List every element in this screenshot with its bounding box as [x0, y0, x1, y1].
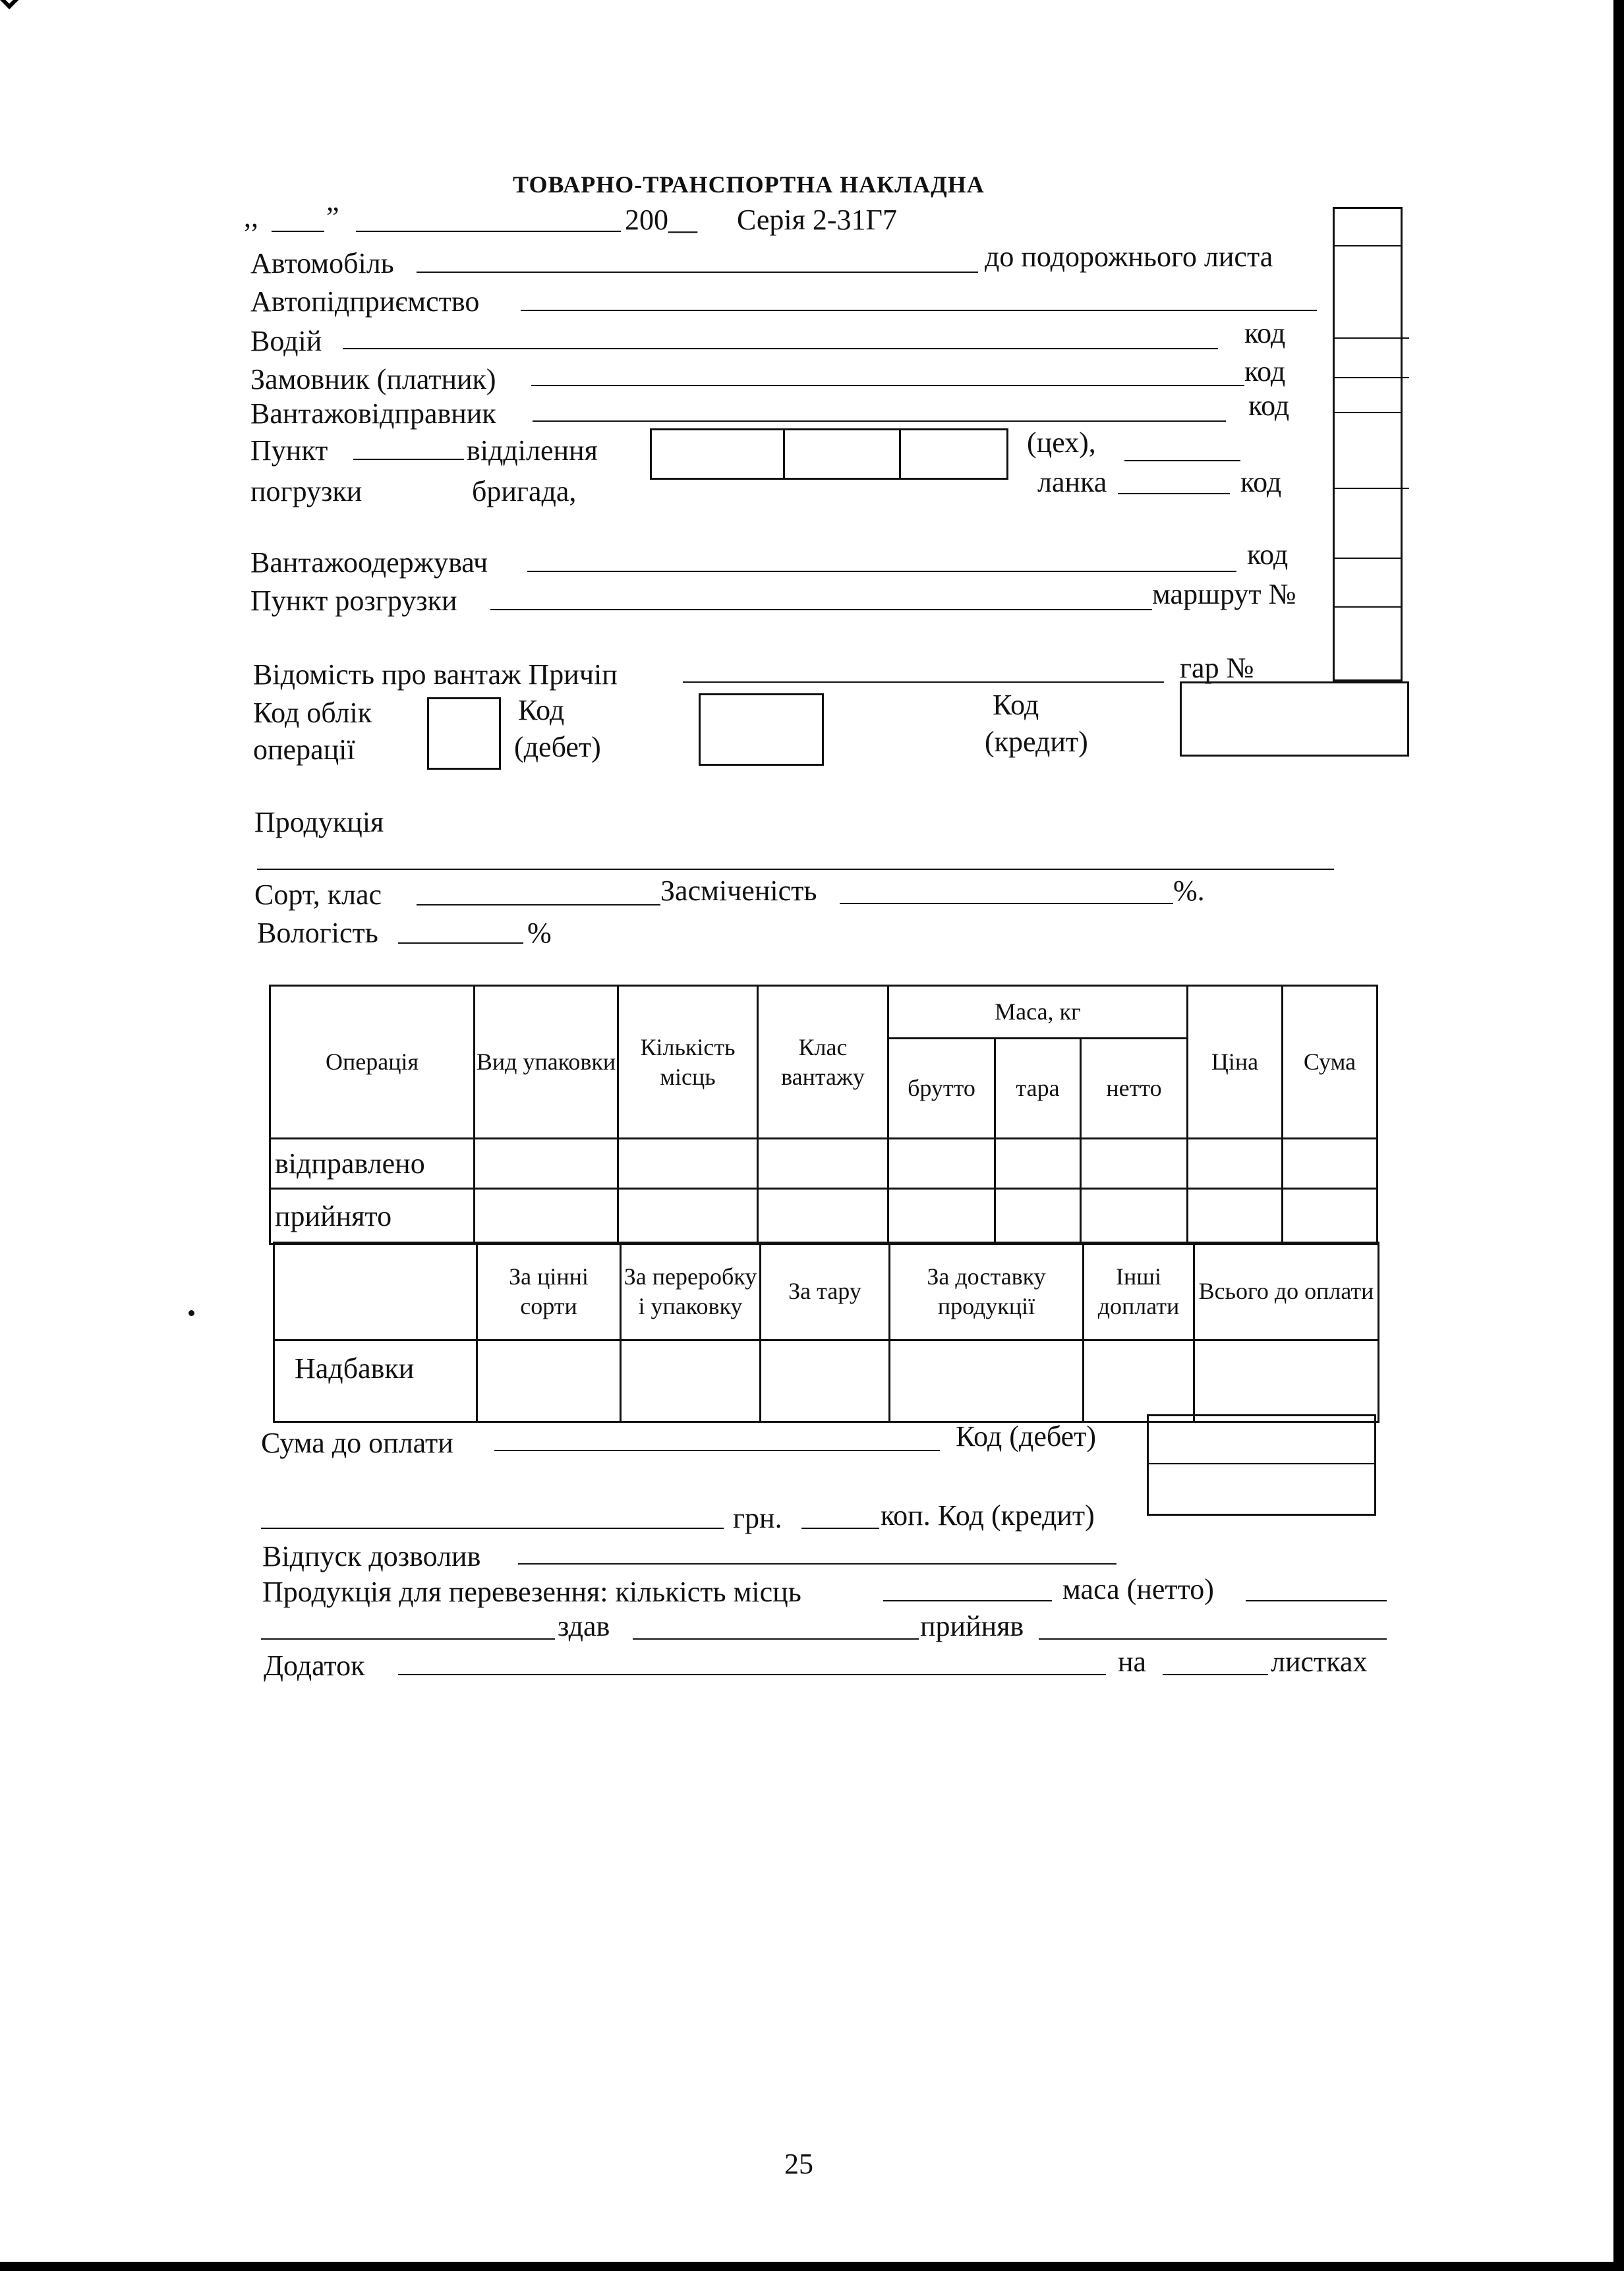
- header-places: Кількість місць: [618, 986, 758, 1139]
- table-cell[interactable]: [1188, 1139, 1283, 1189]
- table-cell[interactable]: [477, 1340, 621, 1422]
- header-sum: Сума: [1283, 986, 1378, 1139]
- surcharge-table: [273, 1242, 1379, 1423]
- date-month-line[interactable]: [356, 231, 621, 232]
- company-label: Автопідприємство: [250, 285, 480, 318]
- workshop-label: (цех),: [1027, 426, 1096, 459]
- table-cell[interactable]: [758, 1189, 888, 1244]
- footer-code-divider: [1147, 1463, 1376, 1464]
- table-cell[interactable]: [888, 1189, 995, 1244]
- header-mass: Маса, кг: [888, 986, 1188, 1039]
- header-net: нетто: [1081, 1039, 1188, 1139]
- debit-label-1: Код: [518, 694, 565, 726]
- table-cell[interactable]: [890, 1340, 1084, 1422]
- garage-label: гар №: [1180, 652, 1254, 684]
- contamination-line[interactable]: [840, 903, 1173, 904]
- driver-label: Водій: [250, 325, 322, 357]
- surcharge-header-tare: За тару: [761, 1243, 890, 1340]
- unload-point-label: Пункт розгрузки: [250, 585, 457, 617]
- code-divider-1: [1333, 245, 1403, 246]
- waybill-label: до подорожнього листа: [985, 241, 1273, 273]
- driver-line[interactable]: [343, 348, 1218, 349]
- op-code-label-2: операції: [253, 733, 355, 766]
- brigade-label: бригада,: [472, 475, 577, 507]
- loading-point-line[interactable]: [353, 459, 464, 460]
- transport-label: Продукція для перевезення: кількість місць: [262, 1576, 801, 1608]
- shipper-code-label: код: [1248, 389, 1290, 422]
- debit-label-2: (дебет): [514, 731, 601, 763]
- surcharge-row-label: Надбавки: [274, 1340, 477, 1422]
- product-line[interactable]: [257, 869, 1334, 870]
- table-cell[interactable]: [1194, 1340, 1379, 1422]
- table-cell[interactable]: [995, 1189, 1081, 1244]
- surcharge-header-valuable: За цінні сорти: [477, 1243, 621, 1340]
- row-received-label: прийнято: [270, 1189, 475, 1244]
- scan-corner-mark: [0, 0, 18, 9]
- consignee-line[interactable]: [527, 571, 1236, 572]
- sheets-label: листках: [1271, 1646, 1368, 1678]
- handed-line[interactable]: [633, 1638, 919, 1640]
- loading-label: погрузки: [250, 475, 362, 507]
- uah-label: грн.: [733, 1502, 782, 1534]
- surcharge-header-other: Інші доплати: [1084, 1243, 1194, 1340]
- debit-code-box[interactable]: [699, 693, 824, 766]
- unit-line[interactable]: [1118, 493, 1230, 494]
- table-cell[interactable]: [1081, 1139, 1188, 1189]
- table-cell[interactable]: [995, 1139, 1081, 1189]
- table-cell[interactable]: [1283, 1139, 1378, 1189]
- amount-words-line[interactable]: [261, 1528, 724, 1529]
- customer-label: Замовник (платник): [250, 363, 496, 395]
- release-label: Відпуск дозволив: [262, 1540, 481, 1572]
- grade-label: Сорт, клас: [254, 878, 382, 911]
- mass-net-line[interactable]: [1246, 1600, 1387, 1601]
- credit-label-2: (кредит): [985, 726, 1088, 758]
- trailer-line[interactable]: [683, 681, 1164, 683]
- date-year: 200__: [625, 204, 697, 236]
- humidity-line[interactable]: [398, 942, 523, 944]
- op-code-box[interactable]: [427, 697, 501, 770]
- cargo-info-label: Відомість про вантаж Причіп: [253, 658, 618, 691]
- department-label: відділення: [467, 434, 598, 467]
- header-operation: Операція: [270, 986, 475, 1139]
- footer-code-box[interactable]: [1147, 1414, 1376, 1516]
- amount-due-line[interactable]: [494, 1450, 940, 1451]
- credit-code-box[interactable]: [1180, 681, 1409, 757]
- release-line[interactable]: [518, 1563, 1116, 1565]
- table-cell[interactable]: [761, 1340, 890, 1422]
- kop-line[interactable]: [801, 1528, 879, 1529]
- workshop-line[interactable]: [1124, 460, 1240, 461]
- humidity-label: Вологість: [257, 917, 378, 949]
- attachment-line[interactable]: [398, 1674, 1106, 1675]
- grade-line[interactable]: [417, 904, 660, 906]
- table-cell[interactable]: [1188, 1189, 1283, 1244]
- handed-before-line[interactable]: [261, 1638, 555, 1640]
- customer-line[interactable]: [531, 385, 1244, 386]
- surcharge-header-processing: За переробку і упаковку: [621, 1243, 761, 1340]
- scan-edge-bottom: [0, 2262, 1624, 2271]
- code-debit-label: Код (дебет): [956, 1420, 1097, 1452]
- consignee-label: Вантажоодержувач: [250, 546, 488, 579]
- code-divider-6: [1333, 558, 1403, 559]
- table-cell[interactable]: [1081, 1189, 1188, 1244]
- unit-label: ланка: [1037, 466, 1107, 498]
- table-cell[interactable]: [618, 1139, 758, 1189]
- table-cell[interactable]: [618, 1189, 758, 1244]
- department-code-boxes[interactable]: [650, 428, 1008, 480]
- table-cell[interactable]: [758, 1139, 888, 1189]
- accepted-line[interactable]: [1039, 1638, 1387, 1640]
- company-line[interactable]: [521, 310, 1317, 311]
- header-cargo-class: Клас вантажу: [758, 986, 888, 1139]
- cargo-table: [269, 985, 1378, 1245]
- handed-label: здав: [558, 1610, 610, 1642]
- table-cell[interactable]: [1283, 1189, 1378, 1244]
- surcharge-header-blank: [274, 1243, 477, 1340]
- margin-dot: [188, 1310, 194, 1316]
- surcharge-header-total: Всього до оплати: [1194, 1243, 1379, 1340]
- contamination-label: Засміченість: [660, 875, 817, 907]
- table-cell[interactable]: [1084, 1340, 1194, 1422]
- code-column-box: [1333, 207, 1403, 681]
- department-box-divider-2: [899, 430, 901, 478]
- table-cell[interactable]: [475, 1189, 618, 1244]
- point-label: Пункт: [250, 434, 328, 467]
- series-label: Серія 2-31Г7: [737, 204, 897, 236]
- scan-edge-right: [1613, 0, 1624, 2271]
- places-line[interactable]: [883, 1600, 1052, 1601]
- vehicle-label: Автомобіль: [250, 247, 394, 279]
- attachment-label: Додаток: [264, 1650, 365, 1682]
- vehicle-line[interactable]: [417, 272, 978, 273]
- table-cell[interactable]: [621, 1340, 761, 1422]
- header-gross: брутто: [888, 1039, 995, 1139]
- surcharge-header-delivery: За доставку продукції: [890, 1243, 1084, 1340]
- op-code-label-1: Код облік: [253, 697, 372, 729]
- date-open-quote: ,,: [244, 201, 258, 233]
- humidity-percent: %: [527, 917, 552, 949]
- consignee-code-label: код: [1247, 538, 1289, 571]
- header-packaging: Вид упаковки: [475, 986, 618, 1139]
- row-sent-label: відправлено: [270, 1139, 475, 1189]
- shipper-label: Вантажовідправник: [250, 397, 496, 430]
- shipper-line[interactable]: [533, 420, 1226, 422]
- unit-code-label: код: [1240, 466, 1282, 498]
- customer-code-label: код: [1244, 355, 1286, 388]
- accepted-label: прийняв: [920, 1610, 1024, 1642]
- driver-code-label: код: [1244, 317, 1286, 349]
- route-label: маршрут №: [1152, 578, 1296, 610]
- document-title: ТОВАРНО-ТРАНСПОРТНА НАКЛАДНА: [513, 171, 985, 198]
- mass-net-label: маса (нетто): [1062, 1573, 1214, 1605]
- page-number: 25: [784, 2148, 813, 2180]
- date-day-line[interactable]: [272, 231, 324, 232]
- sheets-count-line[interactable]: [1163, 1674, 1268, 1675]
- product-label: Продукція: [254, 806, 384, 838]
- code-divider-5: [1333, 488, 1409, 489]
- header-price: Ціна: [1188, 986, 1283, 1139]
- header-tare: тара: [995, 1039, 1081, 1139]
- table-cell[interactable]: [888, 1139, 995, 1189]
- code-divider-4: [1333, 412, 1403, 413]
- date-close-quote: ”: [326, 201, 339, 233]
- contamination-percent: %.: [1173, 875, 1205, 907]
- unload-point-line[interactable]: [490, 609, 1152, 610]
- kop-credit-label: коп. Код (кредит): [881, 1499, 1095, 1532]
- table-cell[interactable]: [475, 1139, 618, 1189]
- code-divider-2: [1333, 337, 1409, 339]
- credit-label-1: Код: [993, 689, 1039, 721]
- code-divider-7: [1333, 606, 1403, 608]
- on-label: на: [1118, 1646, 1147, 1678]
- code-divider-3: [1333, 377, 1409, 378]
- amount-due-label: Сума до оплати: [261, 1427, 453, 1459]
- department-box-divider-1: [783, 430, 785, 478]
